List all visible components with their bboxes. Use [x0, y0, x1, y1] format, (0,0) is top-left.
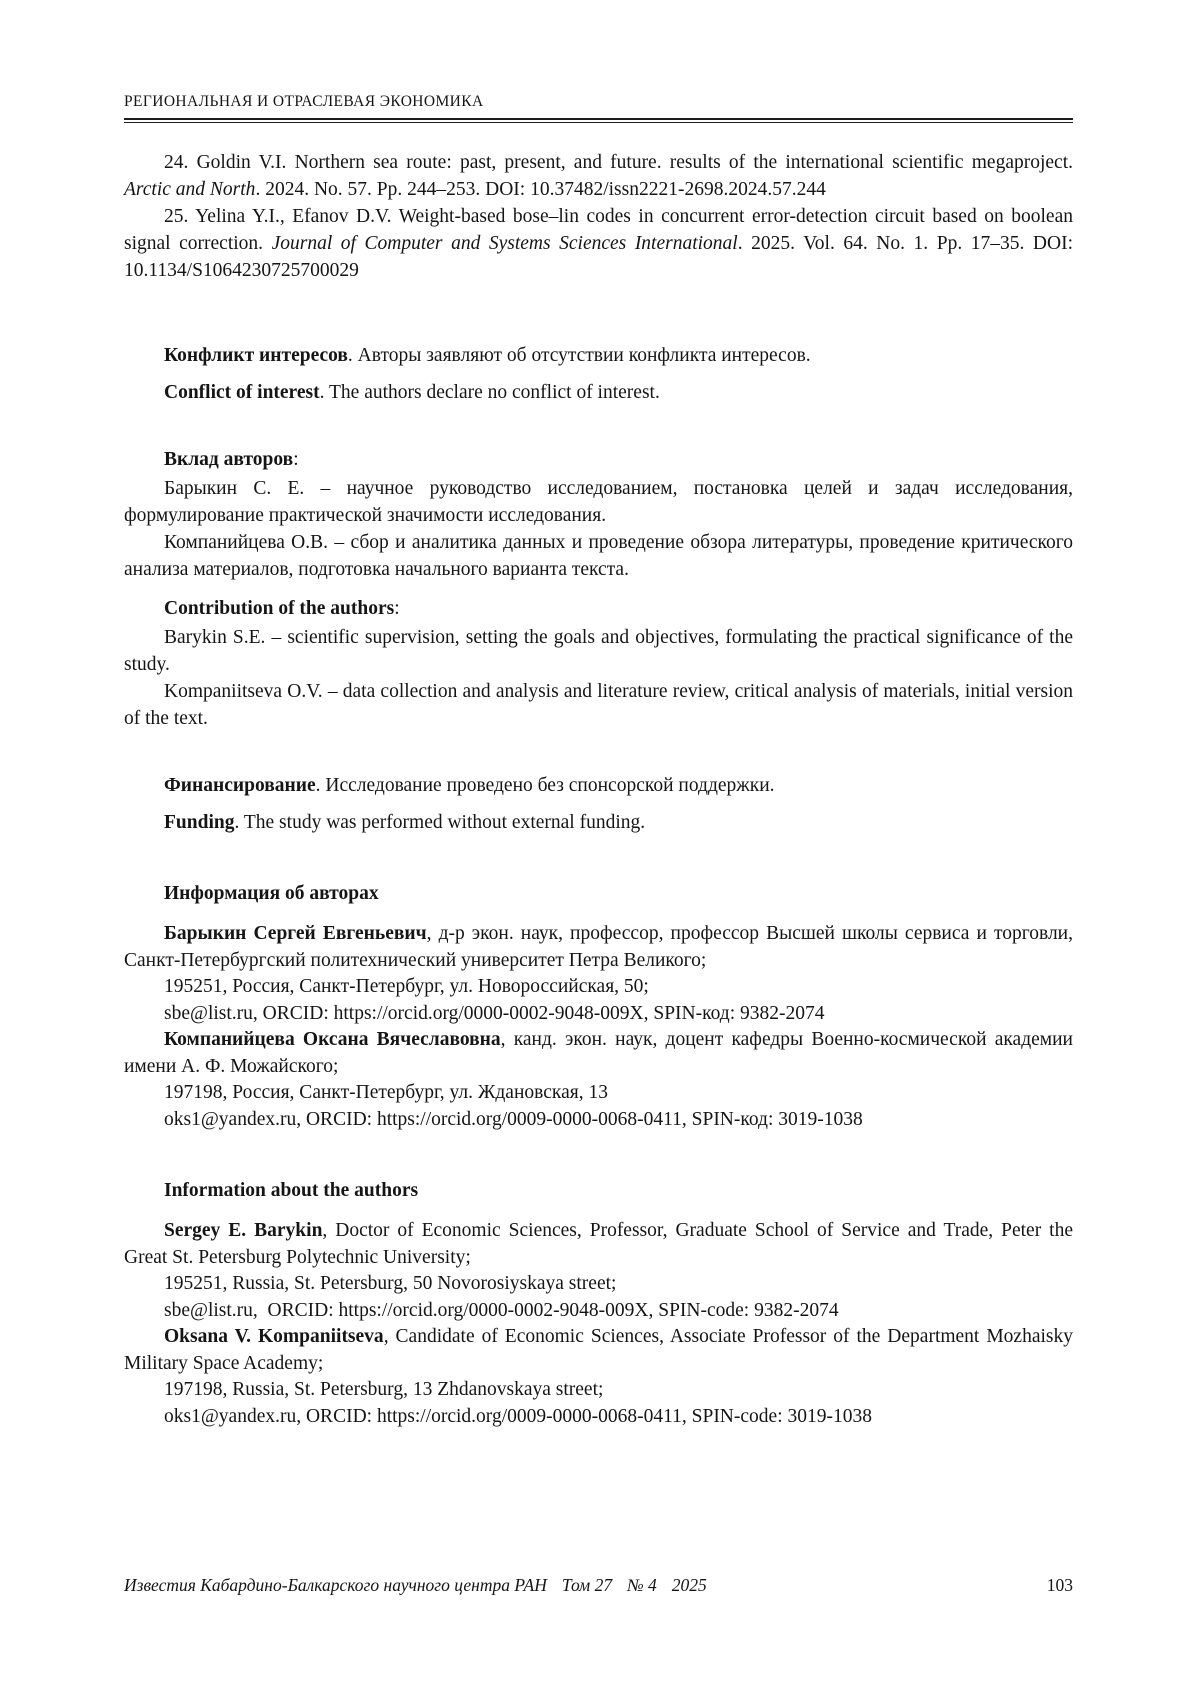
author-contacts: sbe@list.ru, ORCID: https://orcid.org/0000-0002-9048-009X, SPIN-код: 9382-2074: [164, 1002, 825, 1024]
conflict-of-interest-en: [124, 379, 1073, 406]
author-entry-kompaniitseva-ru: [124, 1027, 1073, 1080]
author-affiliation: , д-р экон. наук, профессор, профессор Высшей школы сервиса и торговли, Санкт-Петербургский политехнический университет Петра Великого;: [124, 923, 1073, 971]
conflict-of-interest-en-text: . The authors declare no conflict of interest.: [319, 382, 660, 403]
contribution-item-kompaniitseva-ru: Компанийцева О.В. – сбор и аналитика данных и проведение обзора литературы, проведение критического анализа материалов, подготовка начального варианта текста.: [124, 532, 1073, 580]
author-affiliation: , канд. экон. наук, доцент кафедры Военно-космической академии имени А. Ф. Можайского;: [124, 1029, 1073, 1077]
reference-text: . 2025. Vol. 64. No. 1. Pp. 17–35. DOI: 10.1134/S1064230725700029: [124, 233, 1073, 281]
conflict-of-interest-ru: [124, 342, 1073, 369]
authors-info-ru: [124, 921, 1073, 1133]
conflict-of-interest-en-label: Conflict of interest: [164, 382, 320, 403]
contribution-item-barykin-en: Barykin S.E. – scientific supervision, setting the goals and objectives, formulating the practical significance of the study.: [124, 627, 1073, 675]
author-address: 197198, Russia, St. Petersburg, 13 Zhdanovskaya street;: [164, 1379, 604, 1400]
footer-volume: Том 27: [561, 1575, 613, 1595]
page-number: 103: [1046, 1575, 1073, 1595]
author-affiliation: , Candidate of Economic Sciences, Associate Professor of the Department Mozhaisky Military Space Academy;: [124, 1326, 1073, 1374]
contribution-items-ru: [124, 475, 1073, 583]
reference-text: Yelina Y.I., Efanov D.V. Weight-based bose–lin codes in concurrent error-detection circuit based on boolean signal correction.: [124, 206, 1073, 254]
funding-en: [124, 809, 1073, 836]
reference-text: . 2024. No. 57. Pp. 244–253. DOI: 10.37482/issn2221-2698.2024.57.244: [255, 179, 826, 200]
author-address: 195251, Russia, St. Petersburg, 50 Novorosiyskaya street;: [164, 1273, 617, 1294]
funding-en-text: . The study was performed without external funding.: [234, 812, 646, 833]
authors-info-heading-en: [124, 1177, 1073, 1204]
reference-text: Goldin V.I. Northern sea route: past, present, and future. results of the international scientific megaproject.: [188, 152, 1073, 173]
author-entry-barykin-en: [124, 1218, 1073, 1271]
reference-number: 25.: [164, 206, 189, 227]
authors-info-heading-ru: [124, 880, 1073, 907]
author-entry-barykin-ru: [124, 921, 1073, 974]
contribution-item-barykin-ru: Барыкин С. Е. – научное руководство исследованием, постановка целей и задач исследования, формулирование практической значимости исследования.: [124, 478, 1073, 526]
funding-ru-text: . Исследование проведено без спонсорской поддержки.: [315, 775, 775, 796]
reference-number: 24.: [164, 152, 189, 173]
header-rule: [124, 118, 1073, 123]
contribution-heading-en-colon: :: [394, 598, 400, 619]
running-head: РЕГИОНАЛЬНАЯ И ОТРАСЛЕВАЯ ЭКОНОМИКА: [124, 93, 484, 110]
author-contacts: oks1@yandex.ru, ORCID: https://orcid.org/0009-0000-0068-0411, SPIN-код: 3019-1038: [164, 1108, 863, 1130]
author-name: Барыкин Сергей Евгеньевич: [164, 923, 427, 944]
author-name: Sergey E. Barykin: [164, 1220, 323, 1241]
author-affiliation: , Doctor of Economic Sciences, Professor, Graduate School of Service and Trade, Peter the Great St. Petersburg Polytechnic University;: [124, 1220, 1073, 1268]
reference-item-25: [124, 203, 1073, 284]
reference-journal: Journal of Computer and Systems Sciences International: [271, 233, 738, 254]
funding-ru: [124, 772, 1073, 799]
contribution-heading-ru-label: Вклад авторов: [164, 449, 294, 470]
author-name: Oksana V. Kompaniitseva: [164, 1326, 384, 1347]
reference-item-24: [124, 149, 1073, 203]
author-entry-kompaniitseva-en: [124, 1324, 1073, 1377]
contribution-heading-en: [124, 595, 1073, 622]
author-contacts: sbe@list.ru, ORCID: https://orcid.org/0000-0002-9048-009X, SPIN-code: 9382-2074: [164, 1299, 839, 1321]
footer-year: 2025: [671, 1575, 707, 1595]
references-list: [124, 149, 1073, 284]
contribution-item-kompaniitseva-en: Kompaniitseva O.V. – data collection and analysis and literature review, critical analysis of materials, initial version of the text.: [124, 681, 1073, 729]
contribution-heading-ru: [124, 446, 1073, 473]
footer-issue: № 4: [627, 1575, 657, 1595]
funding-ru-label: Финансирование: [164, 775, 316, 796]
authors-info-en: [124, 1218, 1073, 1430]
author-contacts: oks1@yandex.ru, ORCID: https://orcid.org/0009-0000-0068-0411, SPIN-code: 3019-1038: [164, 1405, 872, 1427]
conflict-of-interest-ru-label: Конфликт интересов: [164, 345, 348, 366]
page-footer: [124, 1573, 1073, 1597]
footer-journal-title: Известия Кабардино-Балкарского научного центра РАН: [124, 1575, 547, 1595]
authors-info-heading-en-label: Information about the authors: [164, 1180, 419, 1201]
author-address: 197198, Россия, Санкт-Петербург, ул. Ждановская, 13: [164, 1082, 608, 1103]
contribution-heading-ru-colon: :: [293, 449, 299, 470]
funding-en-label: Funding: [164, 812, 235, 833]
conflict-of-interest-ru-text: . Авторы заявляют об отсутствии конфликта интересов.: [347, 345, 811, 366]
contribution-heading-en-label: Contribution of the authors: [164, 598, 395, 619]
footer-journal-line: [124, 1573, 707, 1597]
author-name: Компанийцева Оксана Вячеславовна: [164, 1029, 501, 1050]
contribution-items-en: [124, 624, 1073, 732]
author-address: 195251, Россия, Санкт-Петербург, ул. Новороссийская, 50;: [164, 976, 649, 997]
authors-info-heading-ru-label: Информация об авторах: [164, 883, 379, 904]
reference-journal: Arctic and North: [124, 179, 256, 200]
